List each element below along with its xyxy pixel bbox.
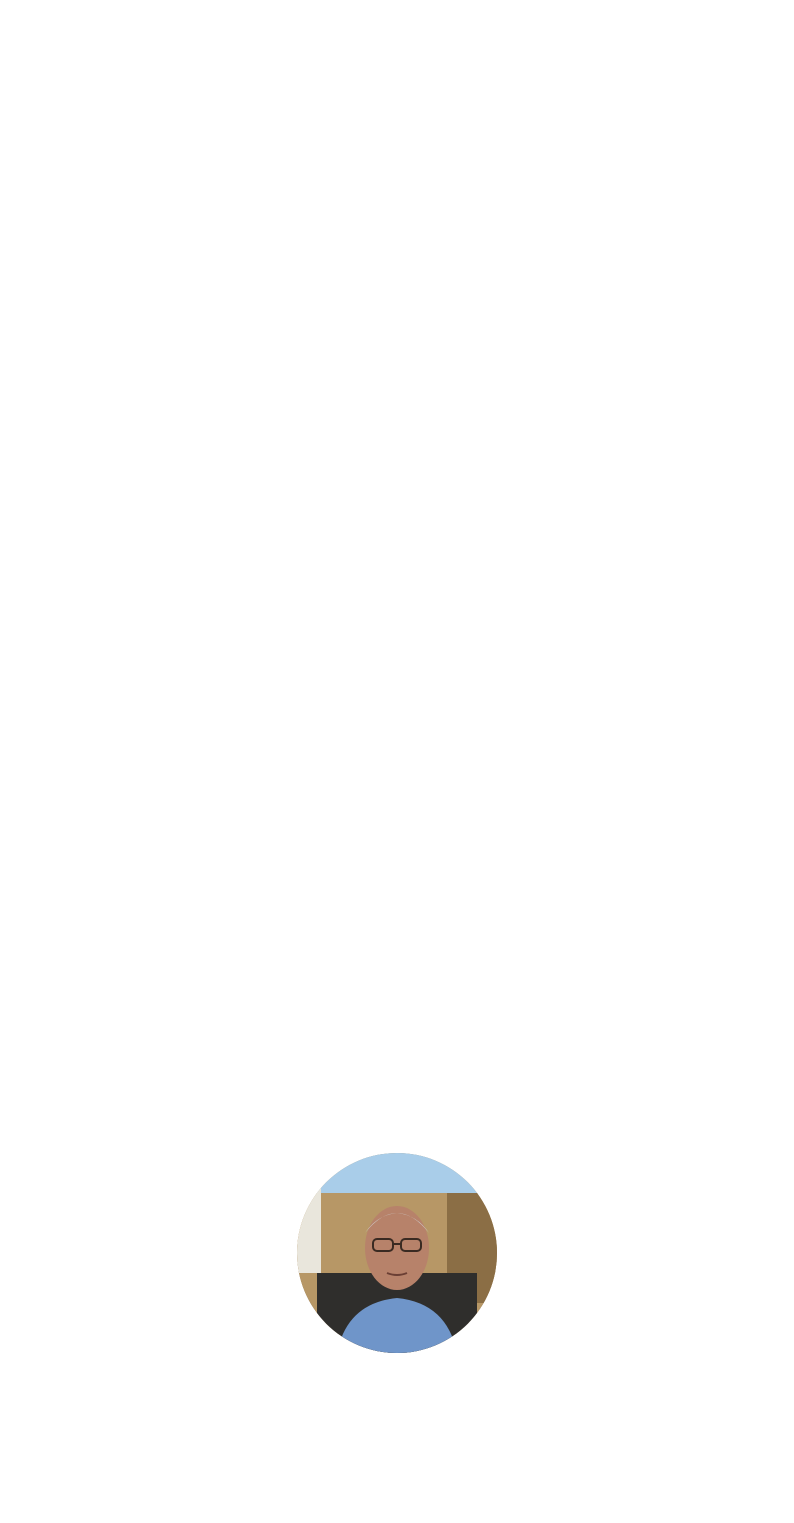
- author-photo-icon: [297, 1153, 497, 1353]
- author-avatar: [297, 1153, 497, 1353]
- alphabet-heading: [8, 2, 786, 20]
- article-content: [8, 0, 786, 1123]
